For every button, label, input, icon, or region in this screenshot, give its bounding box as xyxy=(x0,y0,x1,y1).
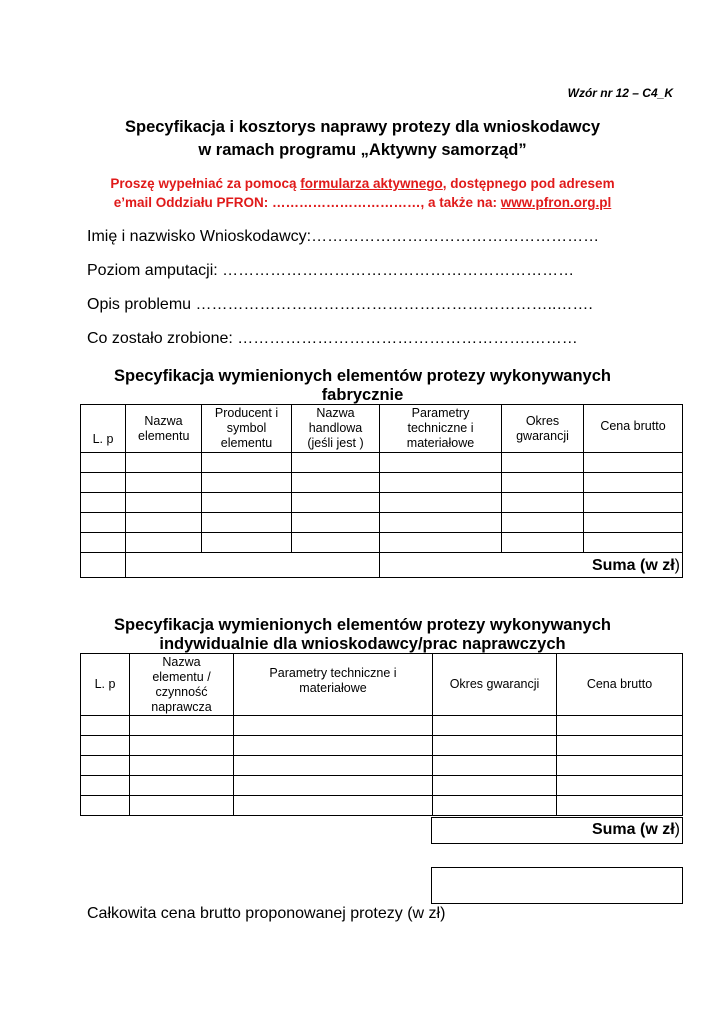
table-cell[interactable] xyxy=(502,453,584,473)
column-header: Parametry techniczne i materiałowe xyxy=(380,405,502,453)
individual-elements-table xyxy=(80,653,683,816)
sum-cell[interactable] xyxy=(380,553,683,578)
table2-heading-line2: indywidualnie dla wnioskodawcy/prac naprawczych xyxy=(159,635,566,653)
notice-text: e’mail Oddziału PFRON: ……………………………, a także na: xyxy=(113,195,501,210)
table-cell[interactable] xyxy=(81,776,130,796)
table-cell[interactable] xyxy=(202,533,292,553)
table-cell[interactable] xyxy=(433,716,557,736)
column-header: Okres gwarancji xyxy=(433,654,557,716)
table-row[interactable] xyxy=(81,533,683,553)
table-cell[interactable] xyxy=(81,533,126,553)
table-cell[interactable] xyxy=(81,796,130,816)
table-cell[interactable] xyxy=(81,756,130,776)
table-cell[interactable] xyxy=(130,796,234,816)
table-row[interactable] xyxy=(81,473,683,493)
column-header: Parametry techniczne i materiałowe xyxy=(234,654,433,716)
table-cell[interactable] xyxy=(234,736,433,756)
table-cell[interactable] xyxy=(584,513,683,533)
table-cell[interactable] xyxy=(502,493,584,513)
column-header: Cena brutto xyxy=(557,654,683,716)
notice-text: , dostępnego pod adresem xyxy=(442,176,615,191)
table-cell[interactable] xyxy=(292,493,380,513)
table-cell[interactable] xyxy=(433,796,557,816)
table-row[interactable] xyxy=(81,513,683,533)
table-cell[interactable] xyxy=(81,513,126,533)
table-cell[interactable] xyxy=(292,453,380,473)
notice-line1 xyxy=(0,176,725,191)
table-cell[interactable] xyxy=(202,473,292,493)
column-header: L. p xyxy=(81,405,126,453)
sum-label: Suma (w zł xyxy=(591,821,675,838)
factory-elements-table xyxy=(80,404,683,578)
table-cell[interactable] xyxy=(234,796,433,816)
table-cell[interactable] xyxy=(380,473,502,493)
page-title-line1: Specyfikacja i kosztorys naprawy protezy dla wnioskodawcy xyxy=(124,118,600,136)
applicant-name-field[interactable]: Imię i nazwisko Wnioskodawcy:……………………………………………… xyxy=(87,228,600,245)
column-header: L. p xyxy=(81,654,130,716)
table-cell[interactable] xyxy=(557,736,683,756)
table-cell[interactable] xyxy=(433,776,557,796)
column-header: Producent i symbol elementu xyxy=(202,405,292,453)
table-cell[interactable] xyxy=(557,716,683,736)
table-row[interactable] xyxy=(81,493,683,513)
table-cell[interactable] xyxy=(557,796,683,816)
sum-text xyxy=(592,821,680,839)
table-cell[interactable] xyxy=(380,453,502,473)
table-cell[interactable] xyxy=(126,493,202,513)
table-cell[interactable] xyxy=(130,776,234,796)
table-row[interactable] xyxy=(81,736,683,756)
table-cell[interactable] xyxy=(380,533,502,553)
sum-label: Suma (w zł xyxy=(591,556,675,574)
table-cell[interactable] xyxy=(202,513,292,533)
table-cell[interactable] xyxy=(234,756,433,776)
sum-paren: ) xyxy=(674,821,680,838)
column-header: Cena brutto xyxy=(584,405,683,453)
work-done-field[interactable]: Co zostało zrobione: ……………………………………………….……… xyxy=(87,330,578,347)
table-cell[interactable] xyxy=(202,453,292,473)
form-id: Wzór nr 12 – C4_K xyxy=(567,86,673,100)
column-header: Nazwa elementu xyxy=(126,405,202,453)
table-cell[interactable] xyxy=(130,756,234,776)
table-header-row xyxy=(81,405,683,453)
table-cell[interactable] xyxy=(584,493,683,513)
table-cell[interactable] xyxy=(502,473,584,493)
table-cell[interactable] xyxy=(292,513,380,533)
table-cell[interactable] xyxy=(584,453,683,473)
column-header: Okres gwarancji xyxy=(502,405,584,453)
table-cell[interactable] xyxy=(557,776,683,796)
table-header-row xyxy=(81,654,683,716)
table2-sum-box[interactable] xyxy=(431,817,683,844)
table-cell[interactable] xyxy=(81,736,130,756)
sum-row xyxy=(81,553,683,578)
pfron-website-link[interactable]: www.pfron.org.pl xyxy=(500,195,612,210)
table-cell[interactable] xyxy=(130,716,234,736)
table-row[interactable] xyxy=(81,796,683,816)
notice-text: Proszę wypełniać za pomocą xyxy=(110,176,301,191)
table-row[interactable] xyxy=(81,453,683,473)
table-cell[interactable] xyxy=(81,473,126,493)
table1-heading-line1: Specyfikacja wymienionych elementów protezy wykonywanych xyxy=(113,367,611,385)
table-cell[interactable] xyxy=(433,736,557,756)
table-cell[interactable] xyxy=(81,493,126,513)
amputation-level-field[interactable]: Poziom amputacji: ………………………………………………………… xyxy=(87,262,575,279)
table-cell[interactable] xyxy=(557,756,683,776)
problem-description-field[interactable]: Opis problemu …………………………………………………………..……. xyxy=(87,296,593,313)
active-form-link[interactable]: formularza aktywnego xyxy=(300,176,443,191)
table-cell[interactable] xyxy=(292,473,380,493)
page-title-line2: w ramach programu „Aktywny samorząd” xyxy=(198,141,527,159)
table-row[interactable] xyxy=(81,716,683,736)
total-price-input[interactable] xyxy=(431,867,683,904)
notice-line2 xyxy=(0,195,725,210)
table-cell[interactable] xyxy=(126,553,380,578)
table-cell[interactable] xyxy=(81,553,126,578)
table1-heading-line2: fabrycznie xyxy=(321,386,404,404)
table-cell[interactable] xyxy=(234,716,433,736)
total-price-label: Całkowita cena brutto proponowanej protezy (w zł) xyxy=(87,905,446,922)
table-cell[interactable] xyxy=(502,533,584,553)
sum-paren: ) xyxy=(674,556,680,574)
table-cell[interactable] xyxy=(126,473,202,493)
table-cell[interactable] xyxy=(202,493,292,513)
table-cell[interactable] xyxy=(380,493,502,513)
table-cell[interactable] xyxy=(130,736,234,756)
table-cell[interactable] xyxy=(234,776,433,796)
table-cell[interactable] xyxy=(584,533,683,553)
table-cell[interactable] xyxy=(584,473,683,493)
table-row[interactable] xyxy=(81,776,683,796)
table-cell[interactable] xyxy=(502,513,584,533)
table-cell[interactable] xyxy=(292,533,380,553)
table-cell[interactable] xyxy=(81,453,126,473)
column-header: Nazwa elementu / czynność naprawcza xyxy=(130,654,234,716)
table-cell[interactable] xyxy=(126,513,202,533)
table-cell[interactable] xyxy=(380,513,502,533)
table2-heading-line1: Specyfikacja wymienionych elementów protezy wykonywanych xyxy=(113,616,611,634)
table-cell[interactable] xyxy=(126,453,202,473)
table-row[interactable] xyxy=(81,756,683,776)
table-cell[interactable] xyxy=(81,716,130,736)
table-cell[interactable] xyxy=(433,756,557,776)
table-cell[interactable] xyxy=(126,533,202,553)
column-header: Nazwa handlowa (jeśli jest ) xyxy=(292,405,380,453)
